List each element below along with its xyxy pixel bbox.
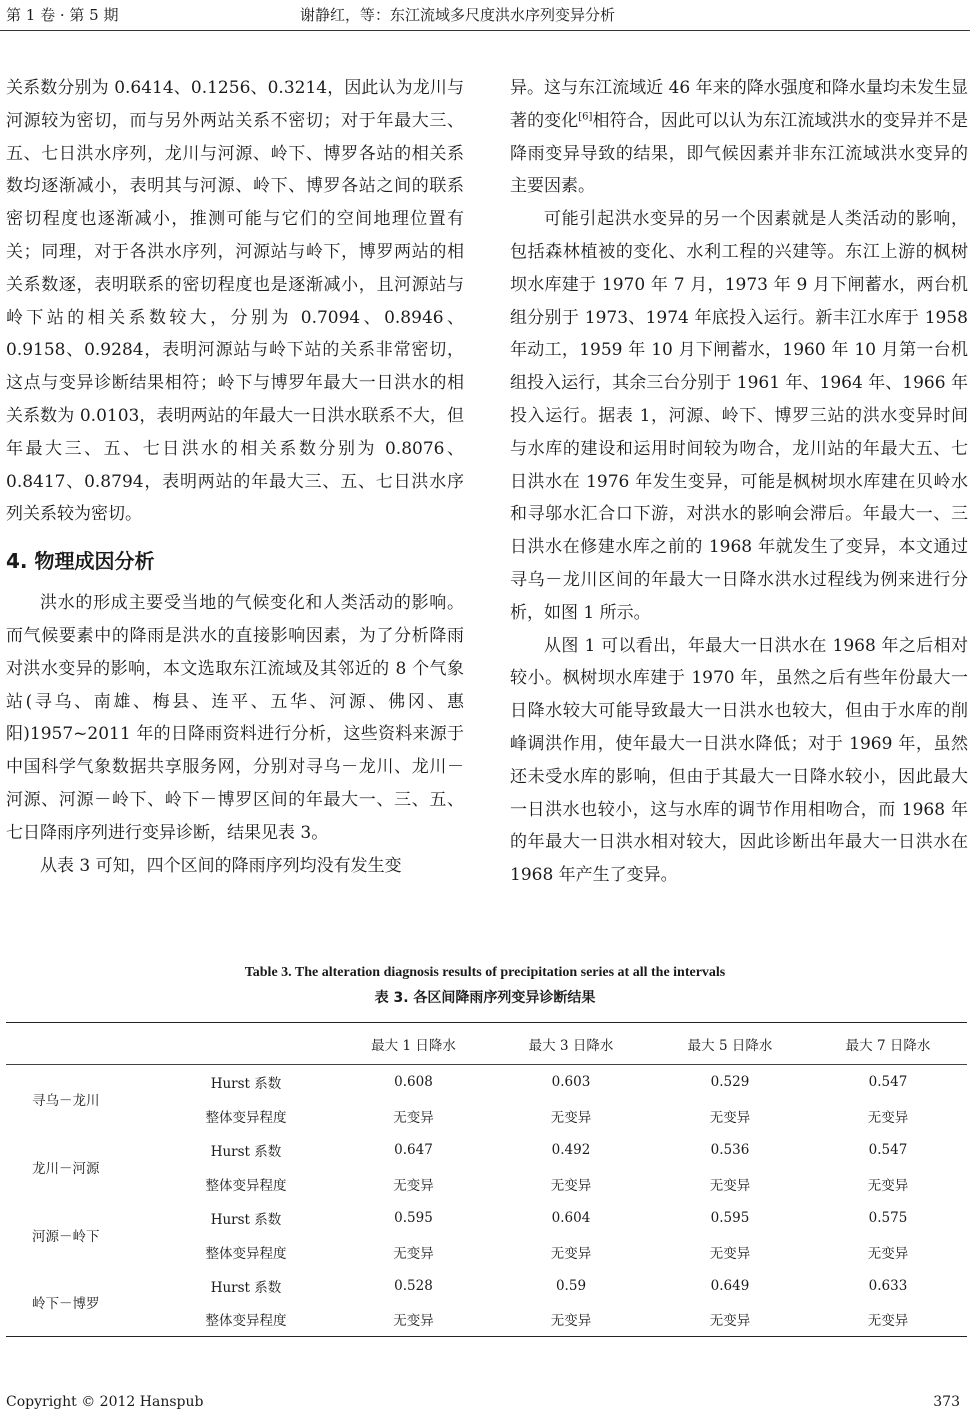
table-cell: 无变异 bbox=[393, 1177, 434, 1194]
journal-issue: 第 1 卷 · 第 5 期 bbox=[6, 6, 119, 24]
table-cell: 0.633 bbox=[868, 1277, 908, 1294]
table-cell: 无变异 bbox=[709, 1109, 751, 1126]
metric-label: Hurst 系数 bbox=[210, 1211, 282, 1228]
results-table bbox=[6, 1022, 967, 1337]
paragraph: 从表 3 可知，四个区间的降雨序列均没有发生变 bbox=[40, 855, 402, 876]
table-cell: 0.529 bbox=[710, 1073, 750, 1090]
table-header-row bbox=[6, 1023, 967, 1065]
paragraph-text: 异。这与东江流域近 46 年来的降水强度和降水量均未发生显著的变化 bbox=[510, 78, 968, 131]
table-row bbox=[6, 1201, 967, 1235]
table-cell: 无变异 bbox=[550, 1177, 592, 1194]
table-cell: 0.547 bbox=[868, 1141, 908, 1158]
table-cell: 0.595 bbox=[710, 1209, 750, 1226]
section-heading: 4. 物理成因分析 bbox=[6, 549, 155, 574]
region-cell: 寻乌－龙川 bbox=[32, 1092, 100, 1109]
table-cell: 0.528 bbox=[394, 1277, 433, 1294]
table-cell: 0.547 bbox=[868, 1073, 908, 1090]
table-cell: 无变异 bbox=[393, 1109, 434, 1126]
table-cell: 无变异 bbox=[709, 1177, 751, 1194]
paragraph bbox=[510, 72, 968, 203]
metric-label: Hurst 系数 bbox=[210, 1279, 282, 1296]
right-column bbox=[510, 72, 968, 892]
table-cell: 0.603 bbox=[551, 1073, 591, 1090]
table-cell: 无变异 bbox=[393, 1245, 434, 1262]
column-header: 最大 5 日降水 bbox=[687, 1037, 773, 1054]
metric-label: 整体变异程度 bbox=[205, 1245, 287, 1262]
column-header: 最大 3 日降水 bbox=[528, 1037, 614, 1054]
table-caption-en: Table 3. The alteration diagnosis results of precipitation series at all the intervals bbox=[244, 965, 726, 980]
table-cell: 0.59 bbox=[555, 1277, 587, 1294]
table-cell: 无变异 bbox=[867, 1109, 909, 1126]
paragraph-text: 相符合，因此可以认为东江流域洪水的变异并不是降雨变异导致的结果，即气候因素并非东江流域洪水变异的主要因素。 bbox=[510, 110, 968, 197]
table-cell: 0.536 bbox=[710, 1141, 750, 1158]
metric-label: Hurst 系数 bbox=[210, 1075, 282, 1092]
table-cell: 无变异 bbox=[550, 1245, 592, 1262]
region-cell: 龙川－河源 bbox=[32, 1160, 100, 1177]
copyright-notice: Copyright © 2012 Hanspub bbox=[6, 1394, 204, 1410]
table-cell: 无变异 bbox=[867, 1245, 909, 1262]
table-caption-zh: 表 3. 各区间降雨序列变异诊断结果 bbox=[374, 990, 596, 1006]
column-header: 最大 1 日降水 bbox=[371, 1037, 456, 1054]
table-cell: 无变异 bbox=[393, 1313, 434, 1330]
table-cell: 0.492 bbox=[551, 1141, 591, 1158]
column-header: 最大 7 日降水 bbox=[845, 1037, 931, 1054]
table-cell: 无变异 bbox=[550, 1109, 592, 1126]
header-divider bbox=[0, 30, 970, 31]
table-row bbox=[6, 1269, 967, 1303]
table-row bbox=[6, 1133, 967, 1167]
metric-label: 整体变异程度 bbox=[205, 1313, 287, 1330]
table-cell: 无变异 bbox=[867, 1313, 909, 1330]
table-cell: 无变异 bbox=[709, 1313, 751, 1330]
table-cell: 无变异 bbox=[550, 1313, 592, 1330]
table-cell: 0.647 bbox=[394, 1141, 433, 1158]
table-cell: 无变异 bbox=[709, 1245, 751, 1262]
paragraph: 洪水的形成主要受当地的气候变化和人类活动的影响。而气候要素中的降雨是洪水的直接影响因素，为了分析降雨对洪水变异的影响，本文选取东江流域及其邻近的 8 个气象站(寻乌、南雄、梅县、连平、五华、河源、佛冈、惠阳)1957~2011 年的日降雨资料进行分析，这些资料来源于中国科学气象数据共享服务网，分别对寻乌－龙川、龙川－河源、河源－岭下、岭下－博罗区间的年最大一、三、五、七日降雨序列进行变异诊断，结果见表 3。 bbox=[6, 593, 464, 843]
paragraph: 可能引起洪水变异的另一个因素就是人类活动的影响，包括森林植被的变化、水利工程的兴建等。东江上游的枫树坝水库建于 1970 年 7 月，1973 年 9 月下闸蓄水，两台机组分别于 1973、1974 年底投入运行。新丰江水库于 1958 年动工，1959 年 10 月下闸蓄水，1960 年 10 月第一台机组投入运行，其余三台分别于 1961 年、1964 年、1966 年投入运行。据表 1，河源、岭下、博罗三站的洪水变异时间与水库的建设和运用时间较为吻合，龙川站的年最大五、七日洪水在 1976 年发生变异，可能是枫树坝水库建在贝岭水和寻邬水汇合口下游，对洪水的影响会滞后。年最大一、三日洪水在修建水库之前的 1968 年就发生了变异，本文通过寻乌－龙川区间的年最大一日降水洪水过程线为例来进行分析，如图 1 所示。 bbox=[510, 209, 968, 623]
metric-label: Hurst 系数 bbox=[210, 1143, 282, 1160]
metric-label: 整体变异程度 bbox=[205, 1109, 287, 1126]
page-number: 373 bbox=[933, 1394, 960, 1410]
table-cell: 0.595 bbox=[394, 1209, 433, 1226]
region-cell: 河源－岭下 bbox=[32, 1228, 100, 1245]
running-title: 谢静红，等：东江流域多尺度洪水序列变异分析 bbox=[300, 6, 616, 24]
paragraph: 关系数分别为 0.6414、0.1256、0.3214，因此认为龙川与河源较为密切，而与另外两站关系不密切；对于年最大三、五、七日洪水序列，龙川与河源、岭下、博罗各站的相关系数均逐渐减小，表明其与河源、岭下、博罗各站之间的联系密切程度也逐渐减小，推测可能与它们的空间地理位置有关；同理，对于各洪水序列，河源站与岭下，博罗两站的相关系数逐，表明联系的密切程度也是逐渐减小，且河源站与岭下站的相关系数较大，分别为 0.7094、0.8946、0.9158、0.9284，表明河源站与岭下站的关系非常密切，这点与变异诊断结果相符；岭下与博罗年最大一日洪水的相关系数为 0.0103，表明两站的年最大一日洪水联系不大，但年最大三、五、七日洪水的相关系数分别为 0.8076、0.8417、0.8794，表明两站的年最大三、五、七日洪水序列关系较为密切。 bbox=[6, 78, 464, 525]
table-cell: 0.649 bbox=[710, 1277, 750, 1294]
region-cell: 岭下－博罗 bbox=[32, 1296, 100, 1313]
page-header bbox=[0, 0, 970, 30]
left-column bbox=[6, 72, 464, 882]
paragraph: 从图 1 可以看出，年最大一日洪水在 1968 年之后相对较小。枫树坝水库建于 1970 年，虽然之后有些年份最大一日降水较大可能导致最大一日洪水也较大，但由于水库的削峰调洪作用，使年最大一日洪水降低；对于 1969 年，虽然还未受水库的影响，但由于其最大一日降水较小，因此最大一日洪水也较小，这与水库的调节作用相吻合，而 1968 年的年最大一日洪水相对较大，因此诊断出年最大一日洪水在 1968 年产生了变异。 bbox=[510, 635, 968, 886]
table-cell: 0.604 bbox=[551, 1209, 591, 1226]
table-row bbox=[6, 1065, 967, 1099]
metric-label: 整体变异程度 bbox=[205, 1177, 287, 1194]
table-cell: 0.608 bbox=[394, 1073, 433, 1090]
table-cell: 0.575 bbox=[868, 1209, 908, 1226]
citation-ref[interactable]: [6] bbox=[578, 111, 593, 123]
table-cell: 无变异 bbox=[867, 1177, 909, 1194]
